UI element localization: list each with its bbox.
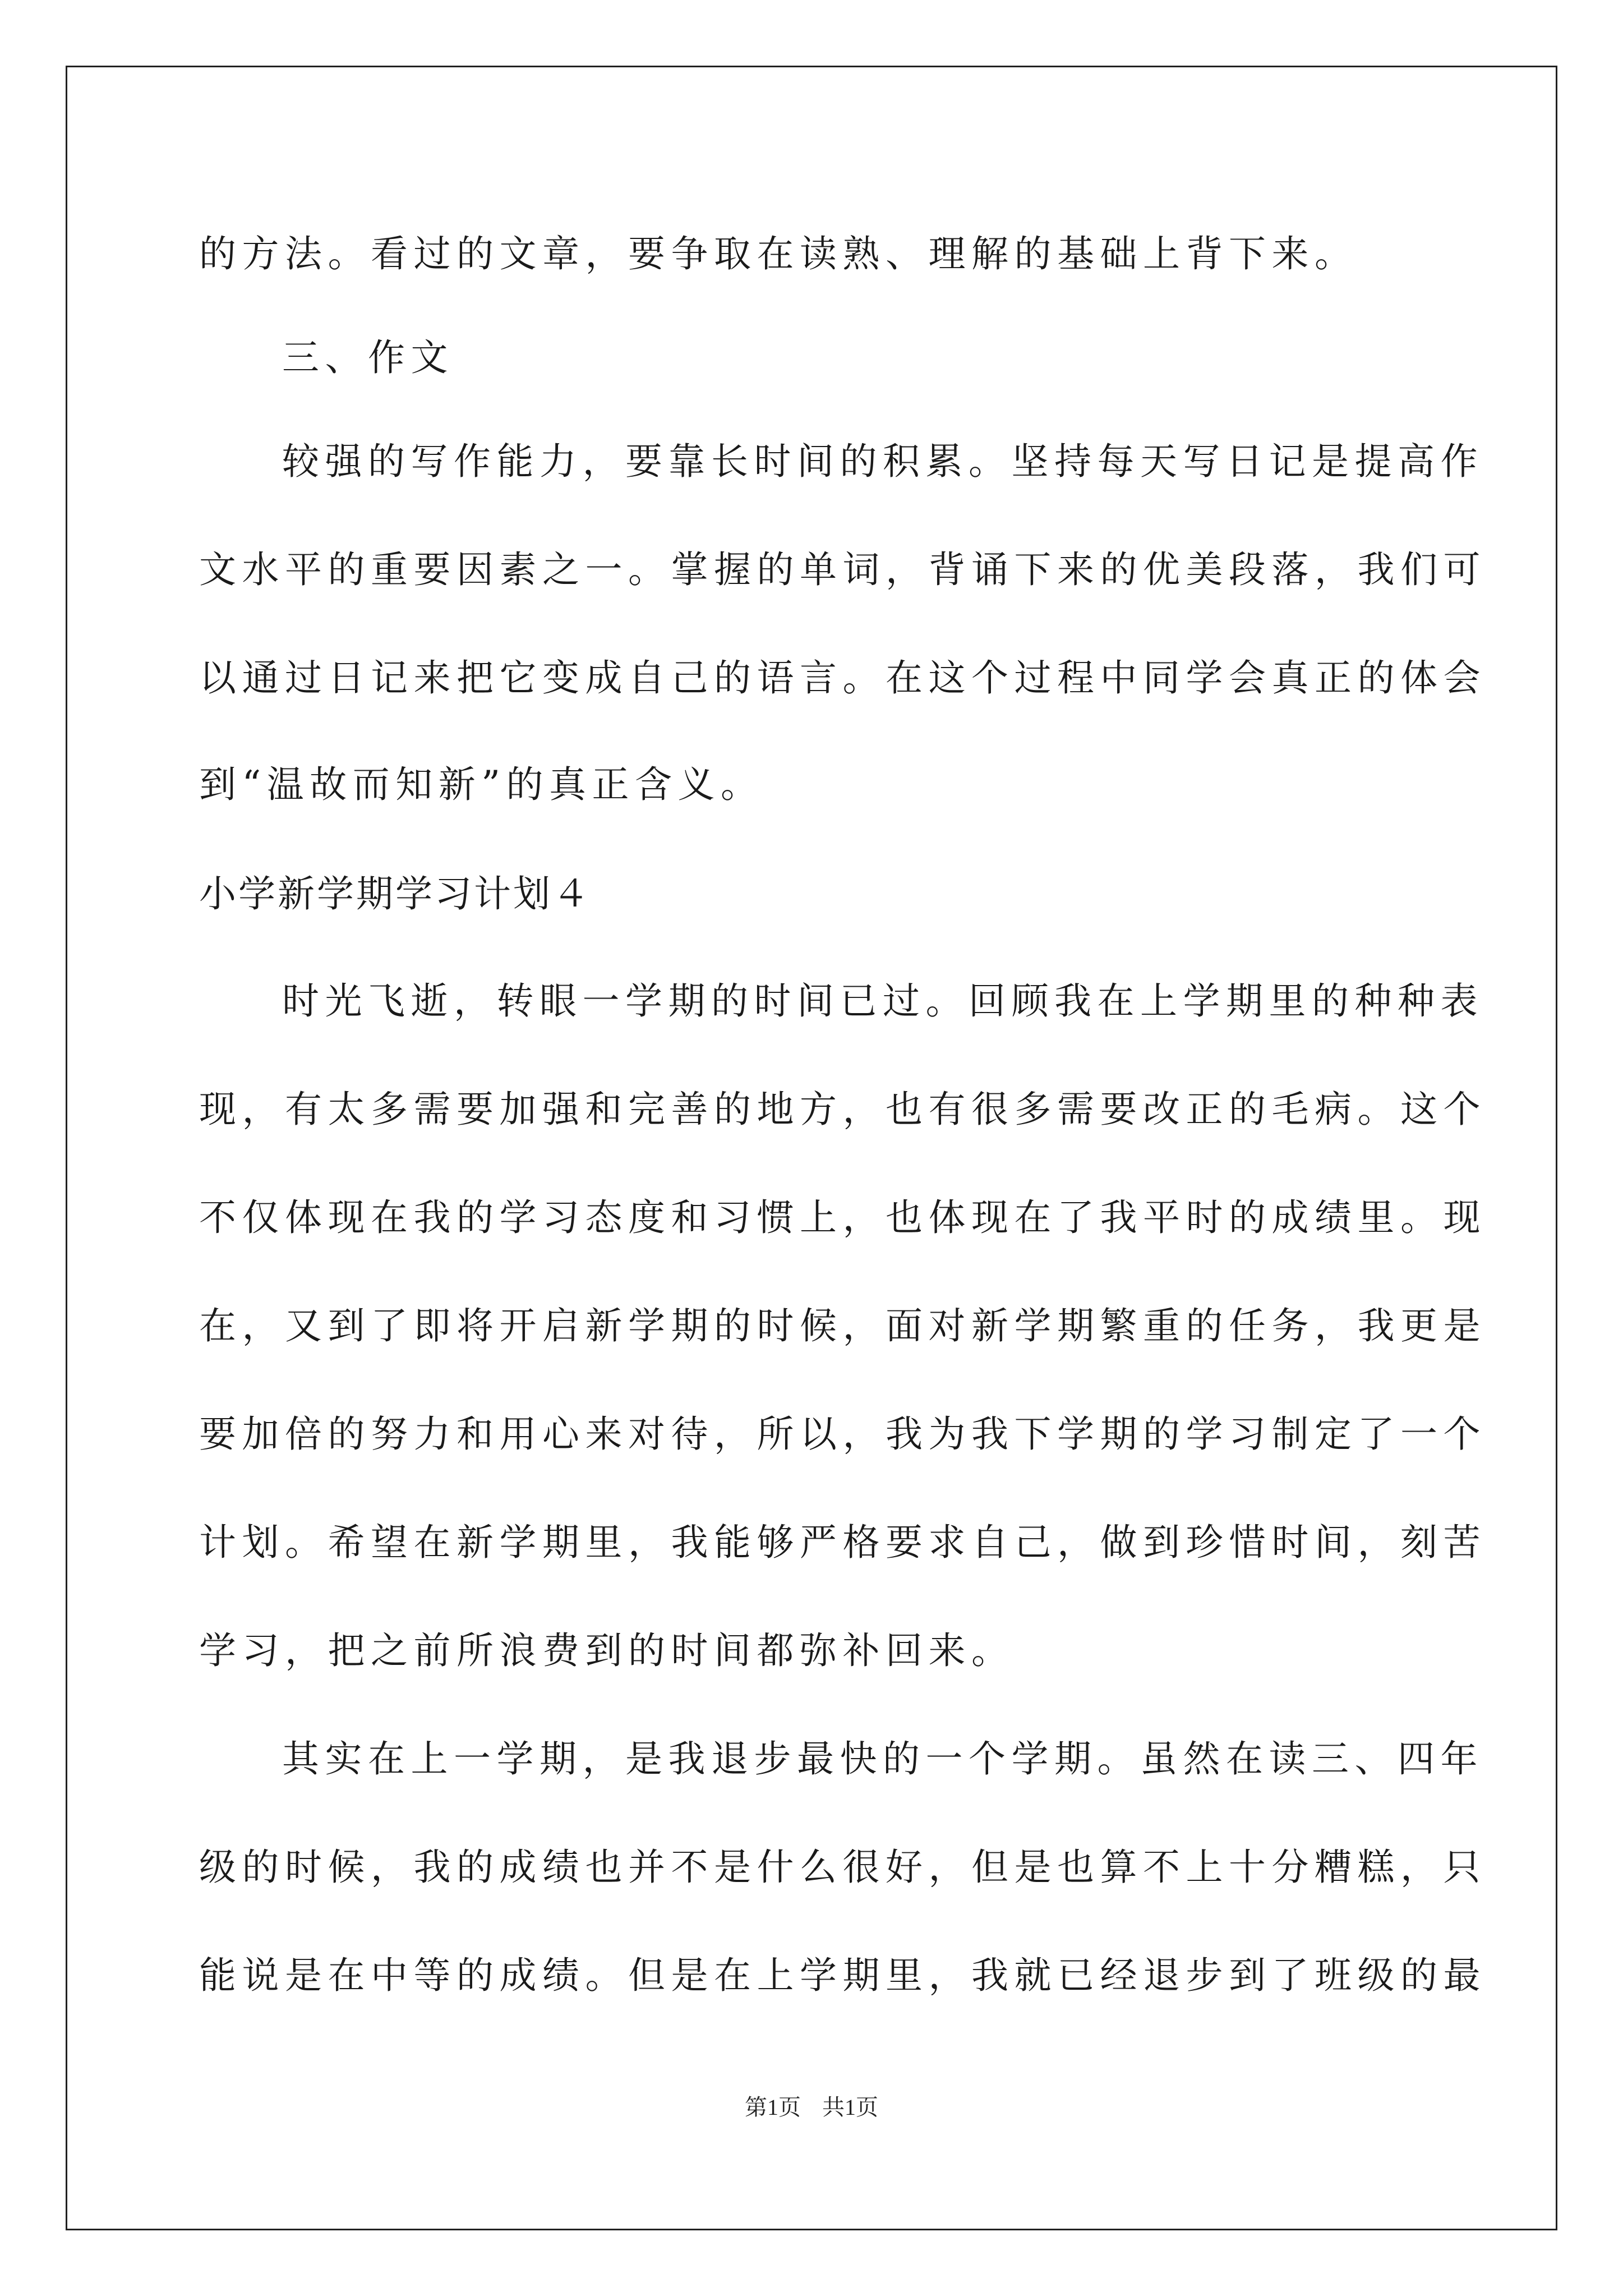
section-heading: 三、作文 <box>282 336 454 379</box>
text-line: 现，有太多需要加强和完善的地方，也有很多需要改正的毛病。这个 <box>199 1088 1486 1131</box>
text-line: 要加倍的努力和用心来对待，所以，我为我下学期的学习制定了一个 <box>199 1412 1486 1456</box>
text-line: 能说是在中等的成绩。但是在上学期里，我就已经退步到了班级的最 <box>199 1954 1486 1997</box>
page-number: 第1页 <box>745 2095 801 2120</box>
text-line: 级的时候，我的成绩也并不是什么很好，但是也算不上十分糟糕，只 <box>199 1846 1486 1889</box>
text-line: 文水平的重要因素之一。掌握的单词，背诵下来的优美段落，我们可 <box>199 548 1486 591</box>
document-heading: 小学新学期学习计划４ <box>199 872 592 915</box>
page-total: 共1页 <box>822 2095 878 2120</box>
text-line: 以通过日记来把它变成自己的语言。在这个过程中同学会真正的体会 <box>199 656 1486 700</box>
text-line: 计划。希望在新学期里，我能够严格要求自己，做到珍惜时间，刻苦 <box>199 1521 1486 1564</box>
text-line: 到“温故而知新”的真正含义。 <box>199 763 764 806</box>
text-line: 的方法。看过的文章，要争取在读熟、理解的基础上背下来。 <box>199 232 1358 275</box>
text-line: 不仅体现在我的学习态度和习惯上，也体现在了我平时的成绩里。现 <box>199 1196 1486 1239</box>
page-border <box>66 66 1557 2230</box>
text-line: 较强的写作能力，要靠长时间的积累。坚持每天写日记是提高作 <box>282 440 1483 483</box>
page-footer <box>0 2096 1623 2119</box>
text-line: 学习，把之前所浪费到的时间都弥补回来。 <box>199 1629 1015 1672</box>
text-line: 在，又到了即将开启新学期的时候，面对新学期繁重的任务，我更是 <box>199 1304 1486 1347</box>
text-line: 时光飞逝，转眼一学期的时间已过。回顾我在上学期里的种种表 <box>282 979 1483 1023</box>
text-line: 其实在上一学期，是我退步最快的一个学期。虽然在读三、四年 <box>282 1737 1483 1780</box>
